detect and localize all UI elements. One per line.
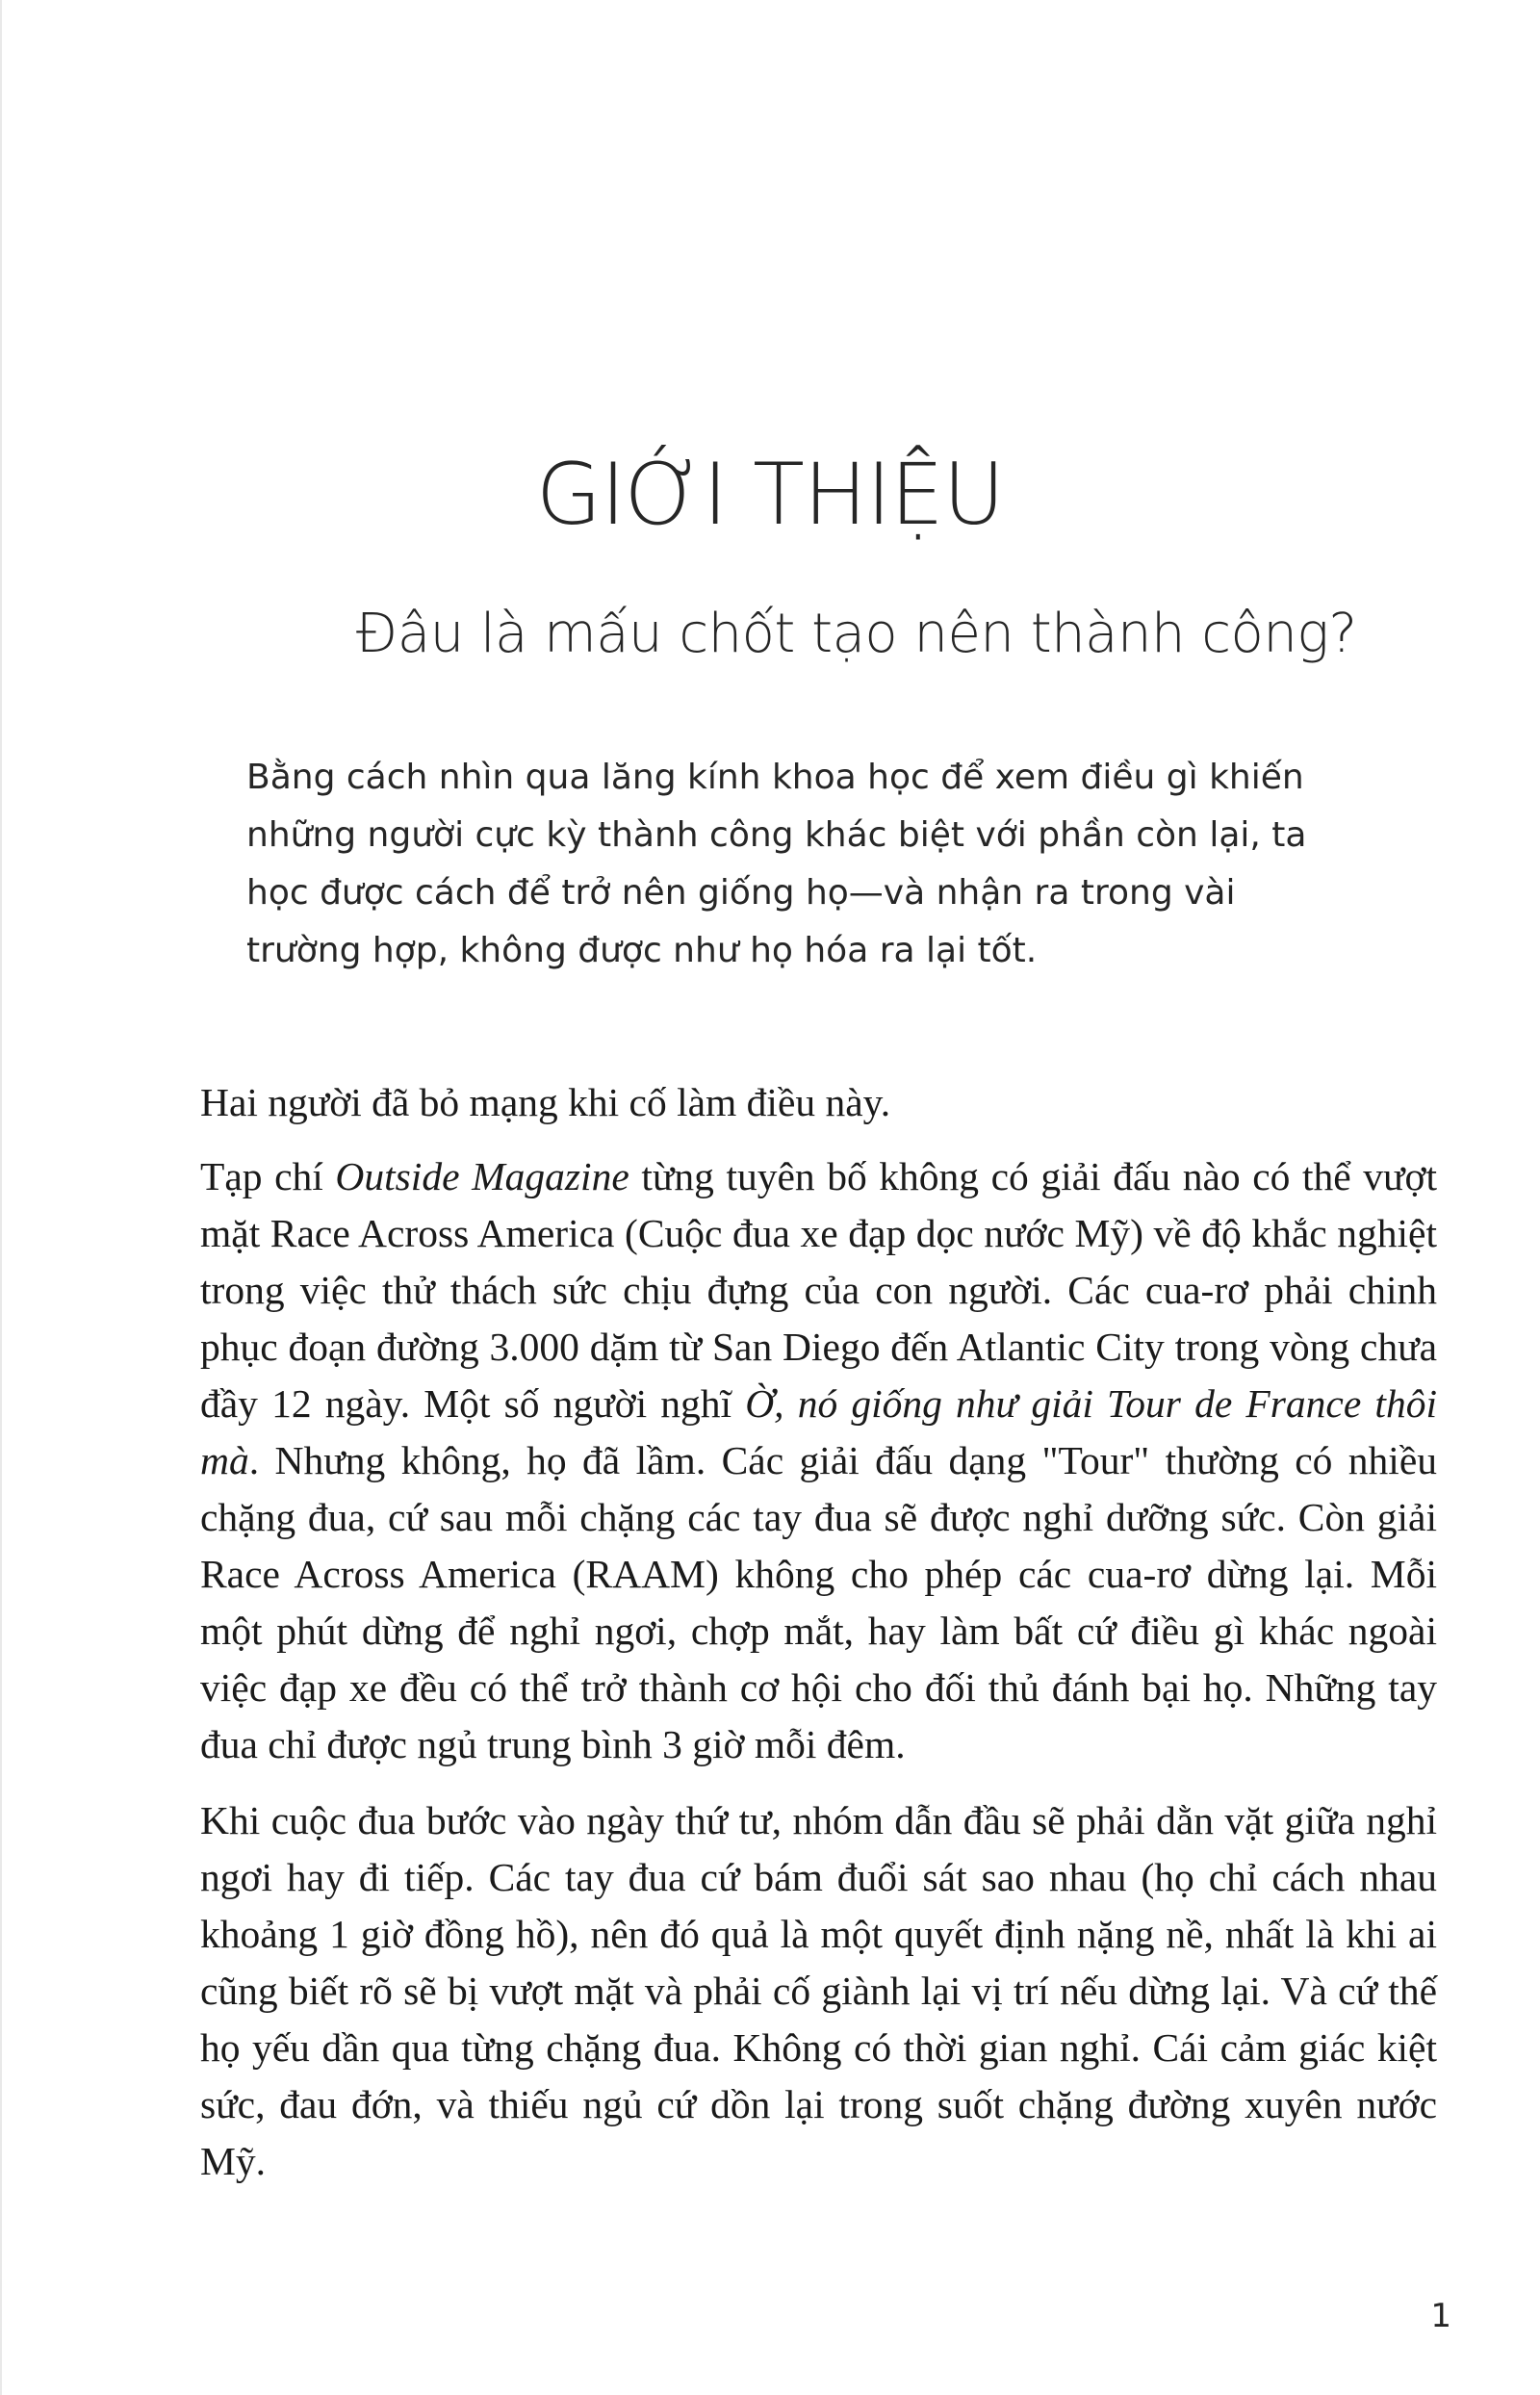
paragraph-1: Hai người đã bỏ mạng khi cố làm điều này. (200, 1080, 891, 1124)
paragraph-2-text-2: từng tuyên bố không có giải đấu nào có thể vượt mặt Race Across America (Cuộc đua xe đạp dọc nước Mỹ) về độ khắc nghiệt trong việc thử thách sức chịu đựng của con người. Các cua-rơ phải chinh phục đoạn đường 3.000 dặm từ San Diego đến Atlantic City trong vòng chưa đầy 12 ngày. Một số người nghĩ (200, 1154, 1437, 1426)
chapter-title: GIỚI THIỆU (535, 445, 1005, 544)
paragraph-3: Khi cuộc đua bước vào ngày thứ tư, nhóm dẫn đầu sẽ phải dằn vặt giữa nghỉ ngơi hay đi tiếp. Các tay đua cứ bám đuổi sát sao nhau (họ chỉ cách nhau khoảng 1 giờ đồng hồ), nên đó quả là một quyết định nặng nề, nhất là khi ai cũng biết rõ sẽ bị vượt mặt và phải cố giành lại vị trí nếu dừng lại. Và cứ thế họ yếu dần qua từng chặng đua. Không có thời gian nghỉ. Cái cảm giác kiệt sức, đau đớn, và thiếu ngủ cứ dồn lại trong suốt chặng đường xuyên nước Mỹ. (200, 1798, 1437, 2183)
paragraph-2-text-3: . Nhưng không, họ đã lầm. Các giải đấu dạng "Tour" thường có nhiều chặng đua, cứ sau mỗi chặng các tay đua sẽ được nghỉ dưỡng sức. Còn giải Race Across America (RAAM) không cho phép các cua-rơ dừng lại. Mỗi một phút dừng để nghỉ ngơi, chợp mắt, hay làm bất cứ điều gì khác ngoài việc đạp xe đều có thể trở thành cơ hội cho đối thủ đánh bại họ. Những tay đua chỉ được ngủ trung bình 3 giờ mỗi đêm. (200, 1438, 1437, 1766)
body-text (200, 1074, 1437, 2209)
magazine-title: Outside Magazine (335, 1154, 629, 1198)
paragraph-2-text-1: Tạp chí (200, 1154, 336, 1198)
chapter-subtitle: Đâu là mấu chốt tạo nên thành công? (356, 603, 1357, 665)
page-edge (0, 0, 2, 2395)
page-number: 1 (1430, 2297, 1451, 2335)
epigraph: Bằng cách nhìn qua lăng kính khoa học để xem điều gì khiến những người cực kỳ thành công khác biệt với phần còn lại, ta học được cách để trở nên giống họ—và nhận ra trong vài trường hợp, không được như họ hóa ra lại tốt. (246, 758, 1307, 970)
paragraph-2 (200, 1148, 1437, 1773)
italic-thought: Ờ, nó giống như giải Tour de France thôi mà (200, 1381, 1437, 1482)
